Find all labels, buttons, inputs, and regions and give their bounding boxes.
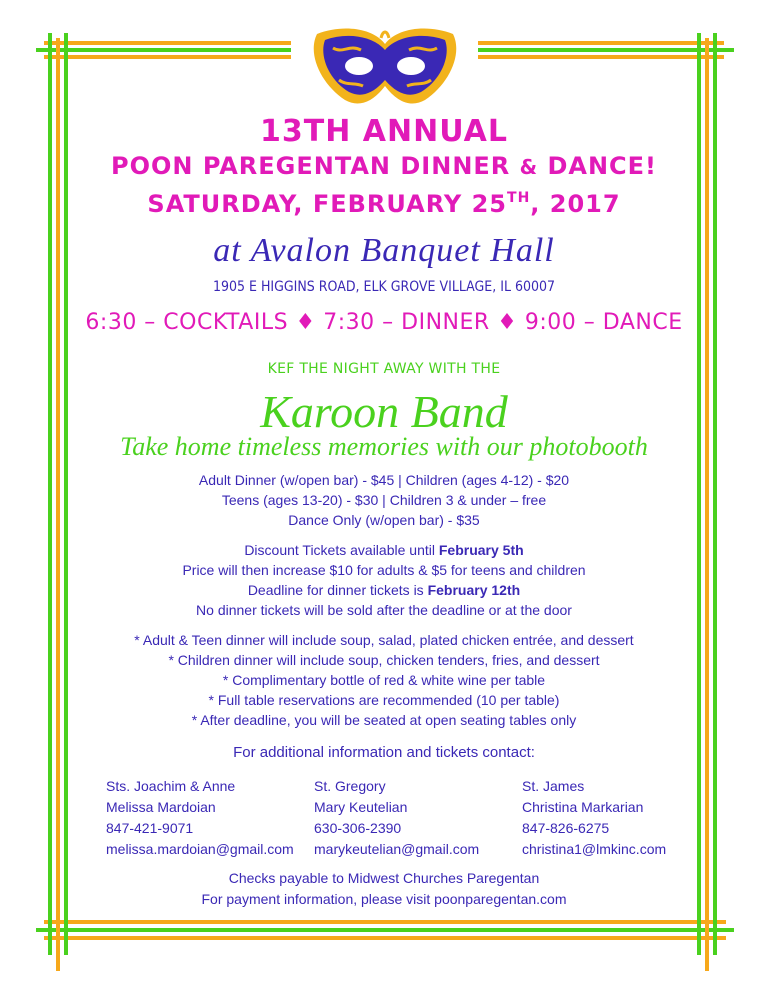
frame-stripe (478, 55, 724, 59)
band-name: Karoon Band (260, 386, 508, 437)
discount-line (0, 540, 768, 560)
frame-stripe (478, 41, 724, 45)
deadline-text: Deadline for dinner tickets is (247, 582, 428, 598)
discount-date: February 5th (438, 542, 524, 558)
frame-stripe (44, 936, 726, 940)
contact-parish: St. James (522, 778, 585, 794)
event-title-ampersand: & (519, 155, 539, 179)
contact-card (522, 776, 666, 860)
note-item: * Complimentary bottle of red & white wine per table (222, 672, 546, 688)
note-item: * Adult & Teen dinner will include soup, salad, plated chicken entrée, and dessert (134, 632, 634, 648)
contact-card (106, 776, 294, 860)
masquerade-mask-icon (303, 24, 468, 112)
event-schedule: 6:30 – COCKTAILS ♦ 7:30 – DINNER ♦ 9:00 – DANCE (85, 310, 683, 335)
discount-text: Discount Tickets available until (244, 542, 439, 558)
event-title-part: DANCE! (538, 152, 657, 180)
pricing-line: Teens (ages 13-20) - $30 | Children 3 & under – free (221, 492, 547, 508)
pricing-line: Dance Only (w/open bar) - $35 (288, 512, 480, 528)
contact-parish: Sts. Joachim & Anne (106, 778, 236, 794)
contact-card (314, 776, 479, 860)
payment-footer (0, 868, 768, 910)
deadline-date: February 12th (427, 582, 521, 598)
contact-name: Melissa Mardoian (106, 799, 216, 815)
frame-stripe (44, 55, 291, 59)
note-item: * Children dinner will include soup, chicken tenders, fries, and dessert (168, 652, 600, 668)
notes-list (0, 630, 768, 730)
frame-stripe (44, 920, 726, 924)
event-date-suffix: TH (507, 190, 531, 206)
contact-phone[interactable]: 847-421-9071 (106, 820, 194, 836)
event-title (0, 152, 768, 180)
frame-stripe (44, 41, 291, 45)
pricing-line: Adult Dinner (w/open bar) - $45 | Children (ages 4-12) - $20 (198, 472, 570, 488)
discount-info (0, 540, 768, 620)
contact-email[interactable]: melissa.mardoian@gmail.com (106, 841, 294, 857)
frame-stripe (478, 48, 734, 52)
pricing-list (0, 470, 768, 530)
discount-line (0, 580, 768, 600)
note-item: * After deadline, you will be seated at open seating tables only (191, 712, 577, 728)
event-date-part: SATURDAY, FEBRUARY 25 (147, 190, 508, 218)
frame-stripe (36, 48, 291, 52)
contact-phone[interactable]: 630-306-2390 (314, 820, 402, 836)
contact-phone[interactable]: 847-826-6275 (522, 820, 610, 836)
event-title-part: POON PAREGENTAN DINNER (111, 152, 520, 180)
venue-address: 1905 E HIGGINS ROAD, ELK GROVE VILLAGE, IL 60007 (212, 279, 556, 295)
contact-heading: For additional information and tickets contact: (233, 744, 535, 761)
contact-name: Christina Markarian (522, 799, 644, 815)
event-date (0, 190, 768, 218)
photobooth-tagline: Take home timeless memories with our photobooth (120, 432, 648, 461)
discount-line: Price will then increase $10 for adults & $5 for teens and children (182, 562, 586, 578)
event-date-part: , 2017 (530, 190, 621, 218)
discount-line: No dinner tickets will be sold after the deadline or at the door (196, 602, 572, 618)
event-edition-title: 13TH ANNUAL (260, 114, 508, 149)
contact-parish: St. Gregory (314, 778, 386, 794)
checks-payable-note: Checks payable to Midwest Churches Paregentan (228, 870, 540, 886)
contact-name: Mary Keutelian (314, 799, 408, 815)
venue-name: at Avalon Banquet Hall (213, 232, 555, 269)
payment-info-link[interactable]: For payment information, please visit poonparegentan.com (201, 891, 567, 907)
contact-email[interactable]: marykeutelian@gmail.com (314, 841, 480, 857)
note-item: * Full table reservations are recommended (10 per table) (208, 692, 560, 708)
contact-email[interactable]: christina1@lmkinc.com (522, 841, 667, 857)
frame-stripe (36, 928, 734, 932)
entertainment-intro: KEF THE NIGHT AWAY WITH THE (267, 361, 501, 377)
